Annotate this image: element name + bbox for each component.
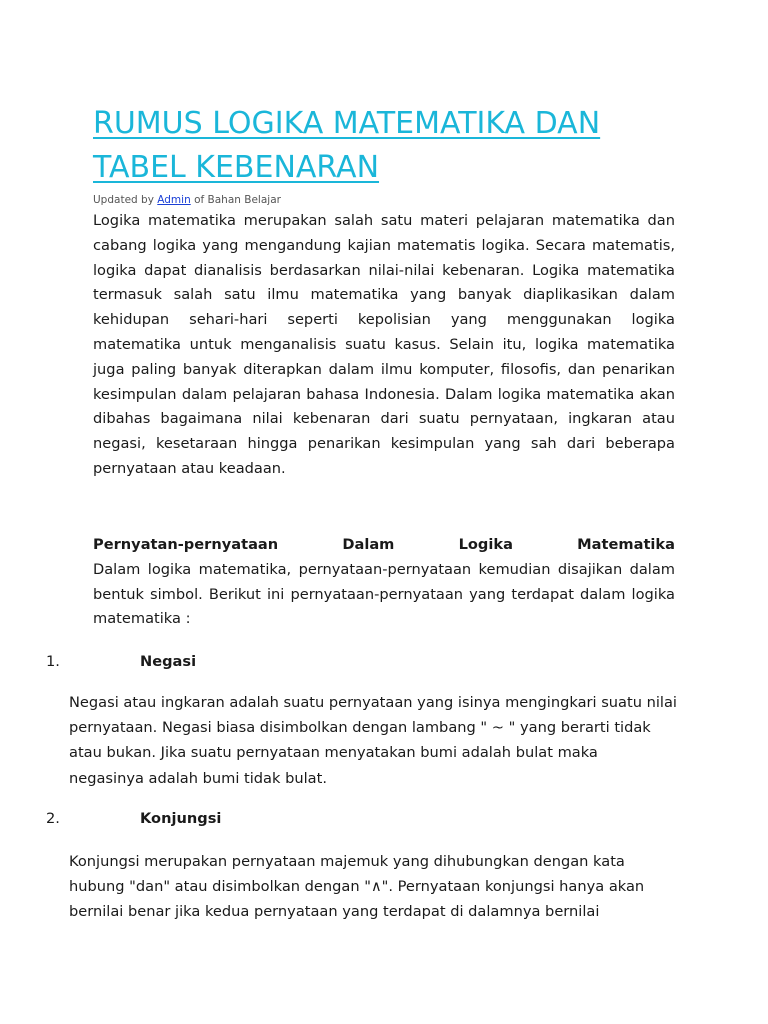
section-heading-word: Pernyatan-pernyataan [93,536,279,553]
section-heading-word: Dalam [342,536,395,553]
negasi-paragraph: Negasi atau ingkaran adalah suatu pernyataan yang isinya mengingkari suatu nilai pernyataan. Negasi biasa disimbolkan dengan lambang " ~ " yang berarti tidak atau bukan. Jika suatu pernyataan menyatakan bumi adalah bulat maka negasinya adalah bumi tidak bulat. [69,694,677,787]
list-number: 2. [46,810,60,827]
list-number: 1. [46,653,60,670]
section-statements [93,533,675,632]
section-paragraph: Dalam logika matematika, pernyataan-pernyataan kemudian disajikan dalam bentuk simbol. Berikut ini pernyataan-pernyataan yang terdapat dalam logika matematika : [93,560,675,628]
section-heading-word: Logika [458,536,513,553]
byline [93,192,281,208]
list-item-negasi [46,650,196,674]
section-heading-word: Matematika [577,536,675,553]
list-term: Negasi [140,653,197,670]
article-title[interactable]: RUMUS LOGIKA MATEMATIKA DAN TABEL KEBENARAN [93,106,601,185]
list-term: Konjungsi [140,810,222,827]
konjungsi-paragraph: Konjungsi merupakan pernyataan majemuk yang dihubungkan dengan kata hubung "dan" atau disimbolkan dengan "∧". Pernyataan konjungsi hanya akan bernilai benar jika kedua pernyataan yang terdapat di dalamnya bernilai [69,853,645,921]
list-item-konjungsi [46,807,221,831]
section-heading [93,533,675,558]
intro-paragraph: Logika matematika merupakan salah satu materi pelajaran matematika dan cabang logika yang mengandung kajian matematis logika. Secara matematis, logika dapat dianalisis berdasarkan nilai-nilai kebenaran. Logika matematika termasuk salah satu ilmu matematika yang banyak diaplikasikan dalam kehidupan sehari-hari seperti kepolisian yang menggunakan logika matematika untuk menganalisis suatu kasus. Selain itu, logika matematika juga paling banyak diterapkan dalam ilmu komputer, filosofis, dan penarikan kesimpulan dalam pelajaran bahasa Indonesia. Dalam logika matematika akan dibahas bagaimana nilai kebenaran dari suatu pernyataan, ingkaran atau negasi, kesetaraan hingga penarikan kesimpulan yang sah dari beberapa pernyataan atau keadaan. [93,212,675,477]
byline-suffix: of Bahan Belajar [194,194,281,206]
author-link[interactable]: Admin [157,194,191,206]
byline-prefix: Updated by [93,194,154,206]
